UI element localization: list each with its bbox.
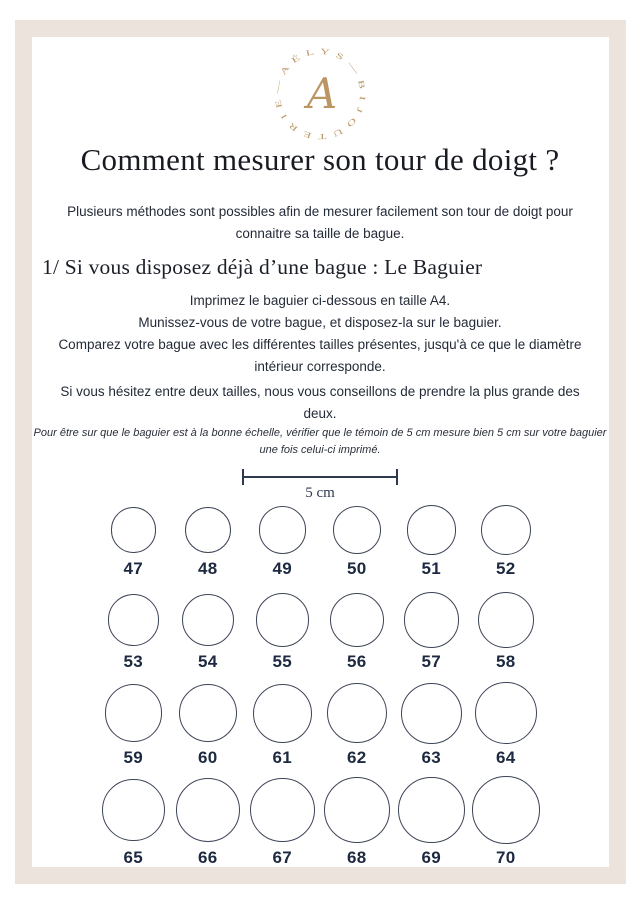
ring-size-label: 65 — [123, 848, 143, 867]
advice-text: Si vous hésitez entre deux tailles, nous vous conseillons de prendre la plus grande des deux. — [60, 384, 580, 421]
ring-circle-zone — [407, 504, 456, 556]
ring-size-label: 54 — [197, 652, 218, 671]
ring-circle-57 — [404, 592, 459, 647]
ring-circle-51 — [407, 505, 456, 554]
instruction-line: Munissez-vous de votre bague, et disposez-la sur le baguier. — [138, 315, 502, 330]
ring-size-cell-58 — [469, 591, 544, 672]
ring-size-cell-61 — [245, 681, 320, 768]
ring-circle-zone — [108, 591, 159, 649]
ring-circle-59 — [105, 684, 162, 741]
ring-size-cell-54 — [171, 591, 246, 672]
ring-size-label: 55 — [272, 652, 292, 671]
ring-size-cell-63 — [394, 681, 469, 768]
ring-size-cell-56 — [320, 591, 395, 672]
ring-size-cell-52 — [469, 504, 544, 579]
ring-size-label: 69 — [421, 848, 441, 867]
ring-circle-zone — [105, 681, 162, 745]
ring-size-cell-57 — [394, 591, 469, 672]
ring-size-cell-64 — [469, 681, 544, 768]
ring-size-label: 60 — [197, 748, 218, 767]
ring-circle-61 — [253, 684, 312, 743]
page-title: Comment mesurer son tour de doigt ? — [80, 142, 560, 177]
ring-circle-60 — [179, 684, 237, 742]
instruction-line: Imprimez le baguier ci-dessous en taille A4. — [189, 293, 451, 308]
ring-size-cell-49 — [245, 504, 320, 579]
ring-size-cell-51 — [394, 504, 469, 579]
ring-circle-zone — [259, 504, 306, 556]
ring-size-row — [96, 591, 543, 672]
ring-circle-56 — [330, 593, 384, 647]
ring-size-label: 57 — [421, 652, 441, 671]
ring-size-label: 63 — [421, 748, 441, 767]
ring-size-label: 70 — [495, 848, 516, 867]
ring-size-cell-67 — [245, 775, 320, 868]
ring-size-label: 53 — [123, 652, 143, 671]
ring-size-label: 50 — [346, 559, 367, 578]
ring-circle-zone — [404, 591, 459, 649]
ring-size-cell-47 — [96, 504, 171, 579]
ring-size-label: 66 — [197, 848, 218, 867]
ring-size-label: 59 — [123, 748, 143, 767]
ring-circle-zone — [472, 775, 540, 845]
ring-size-label: 68 — [346, 848, 367, 867]
ring-size-label: 61 — [272, 748, 292, 767]
ring-circle-65 — [102, 779, 165, 842]
ring-size-cell-65 — [96, 775, 171, 868]
ring-circle-zone — [330, 591, 384, 649]
ring-circle-zone — [176, 775, 240, 845]
ring-circle-zone — [475, 681, 537, 745]
ring-circle-zone — [256, 591, 309, 649]
instructions-block — [40, 290, 600, 378]
ring-size-label: 58 — [495, 652, 516, 671]
brand-logo — [272, 46, 368, 142]
ring-circle-zone — [182, 591, 234, 649]
ring-size-label: 56 — [346, 652, 367, 671]
ring-circle-64 — [475, 682, 537, 744]
ring-size-row — [96, 504, 543, 579]
ring-size-cell-70 — [469, 775, 544, 868]
ring-circle-zone — [398, 775, 465, 845]
ring-size-label: 47 — [123, 559, 143, 578]
ring-size-cell-53 — [96, 591, 171, 672]
ring-size-row — [96, 681, 543, 768]
ring-size-cell-48 — [171, 504, 246, 579]
ring-circle-50 — [333, 506, 381, 554]
brand-ring-text: — A É L Y S — B I J O U T E R I E — [272, 46, 368, 142]
ring-circle-zone — [401, 681, 462, 745]
ring-size-cell-68 — [320, 775, 395, 868]
ring-circle-66 — [176, 778, 240, 842]
ring-circle-zone — [185, 504, 231, 556]
brand-monogram: A — [306, 69, 338, 118]
ring-size-label: 52 — [495, 559, 516, 578]
ring-size-label: 64 — [495, 748, 516, 767]
instruction-line: Comparez votre bague avec les différentes tailles présentes, jusqu'à ce que le diamètre intérieur corresponde. — [58, 337, 582, 374]
ring-size-cell-66 — [171, 775, 246, 868]
ring-size-label: 67 — [272, 848, 292, 867]
scale-ruler — [242, 469, 398, 502]
ring-circle-zone — [478, 591, 534, 649]
ring-size-label: 62 — [346, 748, 367, 767]
ring-circle-48 — [185, 507, 231, 553]
scale-check-note: Pour être sur que le baguier est à la bonne échelle, vérifier que le témoin de 5 cm mesure bien 5 cm sur votre baguier une fois celui-ci imprimé. — [33, 427, 607, 456]
ring-size-label: 49 — [272, 559, 292, 578]
ring-circle-zone — [253, 681, 312, 745]
ring-circle-zone — [333, 504, 381, 556]
ring-size-label: 51 — [421, 559, 441, 578]
ring-size-cell-60 — [171, 681, 246, 768]
ring-size-cell-59 — [96, 681, 171, 768]
ring-size-cell-50 — [320, 504, 395, 579]
ring-circle-53 — [108, 594, 159, 645]
ring-circle-68 — [324, 777, 390, 843]
section-heading: 1/ Si vous disposez déjà d’une bague : Le Baguier — [42, 255, 483, 279]
ring-circle-69 — [398, 777, 465, 844]
scale-ruler-bar — [242, 469, 398, 485]
ring-circle-67 — [250, 778, 315, 843]
ring-size-label: 48 — [197, 559, 218, 578]
ring-circle-63 — [401, 683, 462, 744]
ring-circle-zone — [324, 775, 390, 845]
ring-size-cell-62 — [320, 681, 395, 768]
scale-ruler-label: 5 cm — [305, 485, 335, 501]
ring-circle-58 — [478, 592, 534, 648]
ring-circle-52 — [481, 505, 531, 555]
ring-circle-54 — [182, 594, 234, 646]
ring-circle-70 — [472, 776, 540, 844]
ring-size-row — [96, 775, 543, 868]
ring-circle-49 — [259, 506, 306, 553]
ring-circle-zone — [111, 504, 157, 556]
ring-size-cell-69 — [394, 775, 469, 868]
ring-circle-55 — [256, 593, 309, 646]
brand-logo-icon — [272, 46, 368, 142]
ring-circle-zone — [102, 775, 165, 845]
ring-circle-zone — [327, 681, 387, 745]
ring-circle-zone — [481, 504, 531, 556]
intro-text: Plusieurs méthodes sont possibles afin de mesurer facilement son tour de doigt pour connaitre sa taille de bague. — [67, 204, 573, 241]
ring-circle-62 — [327, 683, 387, 743]
ring-circle-47 — [111, 507, 157, 553]
ring-circle-zone — [179, 681, 237, 745]
ring-size-cell-55 — [245, 591, 320, 672]
ring-circle-zone — [250, 775, 315, 845]
